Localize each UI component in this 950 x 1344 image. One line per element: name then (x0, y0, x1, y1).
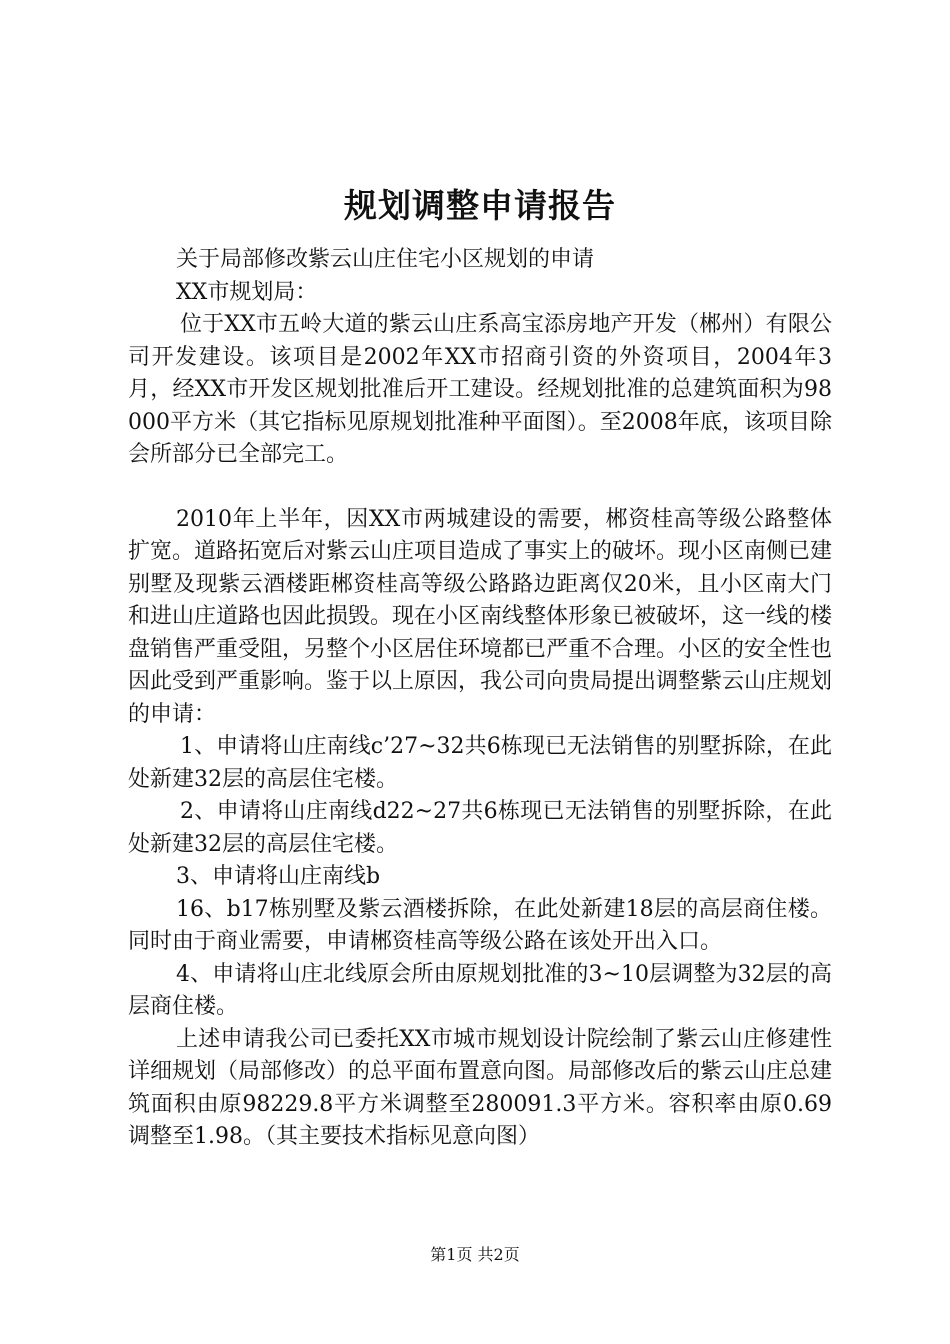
subject-line: 关于局部修改紫云山庄住宅小区规划的申请 (176, 247, 595, 272)
document-title: 规划调整申请报告 (344, 186, 616, 225)
list-item-3: 3、申请将山庄南线b (176, 864, 381, 889)
list-item-3-continued: 16、b17栋别墅及紫云酒楼拆除，在此处新建18层的高层商住楼。同时由于商业需要，申请郴资桂高等级公路在该处开出入口。 (128, 896, 832, 954)
list-item-2: 2、申请将山庄南线d22~27共6栋现已无法销售的别墅拆除，在此处新建32层的高层住宅楼。 (128, 799, 832, 857)
body-paragraph-2: 2010年上半年，因XX市两城建设的需要，郴资桂高等级公路整体扩宽。道路拓宽后对紫云山庄项目造成了事实上的破坏。现小区南侧已建别墅及现紫云酒楼距郴资桂高等级公路路边距离仅20米，且小区南大门和进山庄道路也因此损毁。现在小区南线整体形象已被破坏，这一线的楼盘销售严重受阻，另整个小区居住环境都已严重不合理。小区的安全性也因此受到严重影响。鉴于以上原因，我公司向贵局提出调整紫云山庄规划的申请： (128, 506, 833, 727)
recipient-line: XX市规划局： (176, 279, 318, 305)
page-number-footer: 第1页 共2页 (430, 1245, 520, 1264)
list-item-1: 1、申请将山庄南线c’27~32共6栋现已无法销售的别墅拆除，在此处新建32层的高层住宅楼。 (128, 734, 832, 792)
list-item-4: 4、申请将山庄北线原会所由原规划批准的3~10层调整为32层的高层商住楼。 (128, 961, 832, 1019)
closing-paragraph: 上述申请我公司已委托XX市城市规划设计院绘制了紫云山庄修建性详细规划（局部修改）的总平面布置意向图。局部修改后的紫云山庄总建筑面积由原98229.8平方米调整至280091.3平方米。容积率由原0.69调整至1.98。（其主要技术指标见意向图） (128, 1026, 833, 1149)
paragraph-spacer (128, 472, 832, 504)
document-page (128, 178, 832, 1154)
body-paragraph-1: 位于XX市五岭大道的紫云山庄系高宝添房地产开发（郴州）有限公司开发建设。该项目是2002年XX市招商引资的外资项目，2004年3月，经XX市开发区规划批准后开工建设。经规划批准的总建筑面积为98000平方米（其它指标见原规划批准种平面图）。至2008年底，该项目除会所部分已全部完工。 (128, 312, 832, 467)
